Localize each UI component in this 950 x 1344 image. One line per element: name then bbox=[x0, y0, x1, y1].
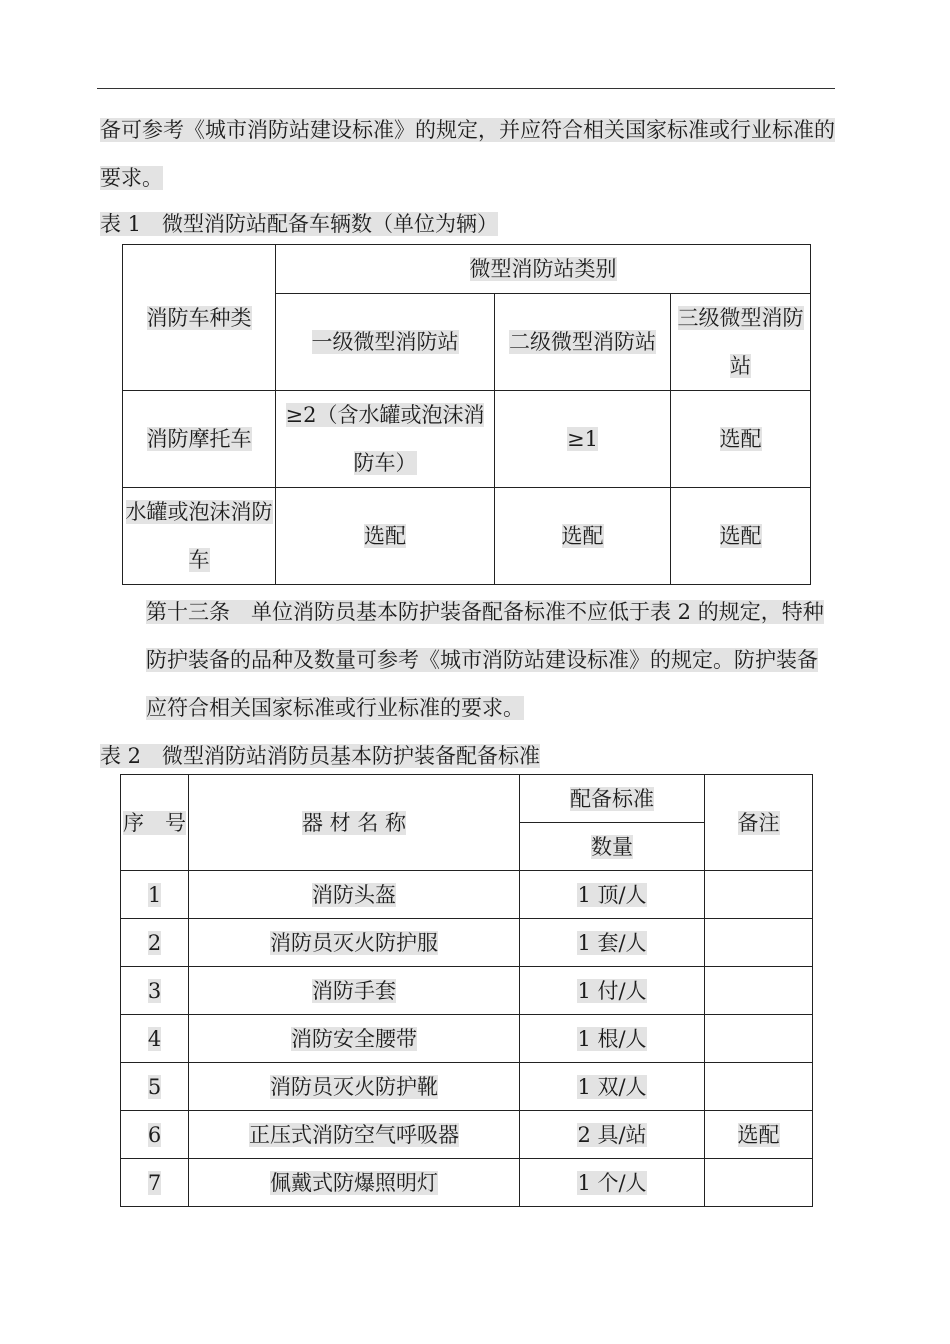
level1-value: ≥2（含水罐或泡沫消防车） bbox=[276, 391, 495, 488]
equipment-quantity: 1 付/人 bbox=[520, 967, 705, 1015]
header-level2: 二级微型消防站 bbox=[495, 294, 671, 391]
equipment-quantity: 1 根/人 bbox=[520, 1015, 705, 1063]
equipment-quantity: 1 个/人 bbox=[520, 1159, 705, 1207]
row-number: 4 bbox=[121, 1015, 189, 1063]
equipment-name: 消防安全腰带 bbox=[189, 1015, 520, 1063]
table-row bbox=[121, 919, 813, 967]
paragraph-intro: 备可参考《城市消防站建设标准》的规定，并应符合相关国家标准或行业标准的要求。 bbox=[100, 118, 835, 190]
header-level3: 三级微型消防站 bbox=[671, 294, 811, 391]
row-number: 5 bbox=[121, 1063, 189, 1111]
equipment-note bbox=[705, 1159, 813, 1207]
paragraph-article-13: 第十三条 单位消防员基本防护装备配备标准不应低于表 2 的规定，特种防护装备的品种及数量可参考《城市消防站建设标准》的规定。防护装备应符合相关国家标准或行业标准的要求。 bbox=[146, 600, 824, 720]
equipment-quantity: 1 套/人 bbox=[520, 919, 705, 967]
equipment-quantity: 1 双/人 bbox=[520, 1063, 705, 1111]
equipment-note: 选配 bbox=[705, 1111, 813, 1159]
table-row bbox=[121, 1111, 813, 1159]
equipment-note bbox=[705, 1015, 813, 1063]
level2-value: ≥1 bbox=[495, 391, 671, 488]
header-rule bbox=[97, 88, 835, 89]
header-standard: 配备标准 bbox=[520, 775, 705, 823]
table2-caption: 表 2 微型消防站消防员基本防护装备配备标准 bbox=[100, 744, 541, 768]
table-row bbox=[121, 1063, 813, 1111]
table-row bbox=[121, 871, 813, 919]
row-number: 2 bbox=[121, 919, 189, 967]
table-row bbox=[121, 967, 813, 1015]
equipment-name: 消防头盔 bbox=[189, 871, 520, 919]
equipment-name: 消防员灭火防护服 bbox=[189, 919, 520, 967]
vehicle-name: 水罐或泡沫消防车 bbox=[123, 488, 276, 585]
table-row bbox=[123, 488, 811, 585]
equipment-note bbox=[705, 967, 813, 1015]
row-number: 1 bbox=[121, 871, 189, 919]
equipment-note bbox=[705, 1063, 813, 1111]
row-number: 3 bbox=[121, 967, 189, 1015]
row-number: 6 bbox=[121, 1111, 189, 1159]
header-level1: 一级微型消防站 bbox=[276, 294, 495, 391]
level2-value: 选配 bbox=[495, 488, 671, 585]
equipment-name: 佩戴式防爆照明灯 bbox=[189, 1159, 520, 1207]
table-row bbox=[123, 391, 811, 488]
equipment-note bbox=[705, 871, 813, 919]
header-station-category: 微型消防站类别 bbox=[276, 245, 811, 294]
equipment-name: 正压式消防空气呼吸器 bbox=[189, 1111, 520, 1159]
header-note: 备注 bbox=[705, 775, 813, 871]
table-row bbox=[121, 1159, 813, 1207]
equipment-quantity: 2 具/站 bbox=[520, 1111, 705, 1159]
level1-value: 选配 bbox=[276, 488, 495, 585]
header-number: 序 号 bbox=[121, 775, 189, 871]
level3-value: 选配 bbox=[671, 391, 811, 488]
header-vehicle-type: 消防车种类 bbox=[123, 245, 276, 391]
vehicle-table bbox=[122, 244, 811, 585]
table-row bbox=[121, 1015, 813, 1063]
equipment-note bbox=[705, 919, 813, 967]
equipment-quantity: 1 顶/人 bbox=[520, 871, 705, 919]
header-equipment-name: 器 材 名 称 bbox=[189, 775, 520, 871]
table1-caption: 表 1 微型消防站配备车辆数（单位为辆） bbox=[100, 212, 499, 236]
level3-value: 选配 bbox=[671, 488, 811, 585]
header-quantity: 数量 bbox=[520, 823, 705, 871]
equipment-table bbox=[120, 774, 813, 1207]
equipment-name: 消防员灭火防护靴 bbox=[189, 1063, 520, 1111]
row-number: 7 bbox=[121, 1159, 189, 1207]
vehicle-name: 消防摩托车 bbox=[123, 391, 276, 488]
equipment-name: 消防手套 bbox=[189, 967, 520, 1015]
